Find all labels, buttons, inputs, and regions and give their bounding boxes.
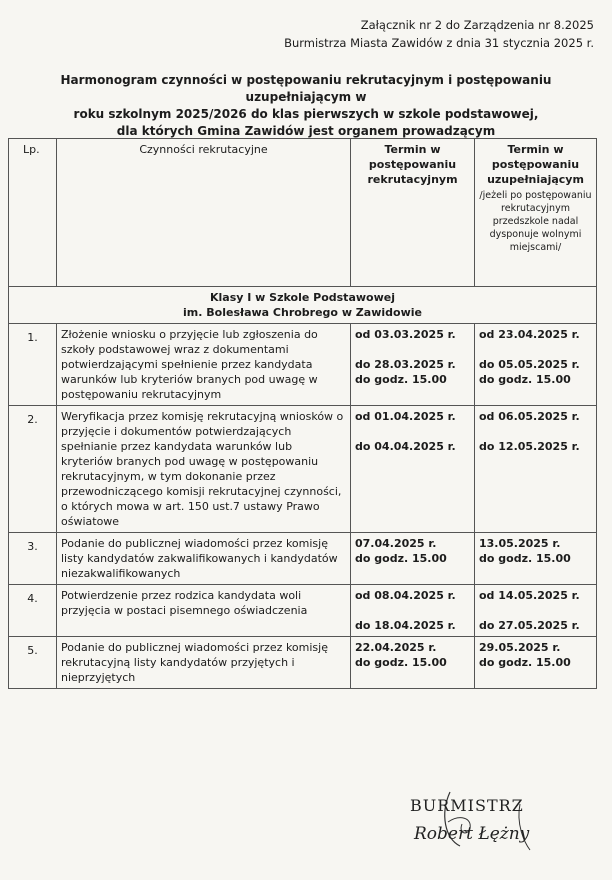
section-school (9, 287, 597, 324)
table-row (9, 637, 597, 689)
row-term-supplementary: 13.05.2025 r. do godz. 15.00 (475, 533, 597, 585)
row-lp: 2. (9, 406, 57, 533)
row-lp: 4. (9, 585, 57, 637)
attachment-header (284, 16, 594, 52)
table-row (9, 324, 597, 406)
attachment-line-2: Burmistrza Miasta Zawidów z dnia 31 stycznia 2025 r. (284, 36, 594, 50)
row-term-recruitment: od 08.04.2025 r. do 18.04.2025 r. (351, 585, 475, 637)
row-activity: Weryfikacja przez komisję rekrutacyjną wniosków o przyjęcie i dokumentów potwierdzających spełnianie przez kandydata warunków lub kryteriów branych pod uwagę w postępowaniu rekrutacyjnym, w tym dokonanie przez przewodniczącego komisji rekrutacyjnej czynności, o których mowa w art. 150 ust.7 ustawy Prawo oświatowe (57, 406, 351, 533)
header-term-recruitment: Termin w postępowaniu rekrutacyjnym (351, 139, 475, 287)
attachment-line-1: Załącznik nr 2 do Zarządzenia nr 8.2025 (360, 18, 594, 32)
section-line-2: im. Bolesława Chrobrego w Zawidowie (183, 306, 422, 319)
row-term-recruitment: 22.04.2025 r. do godz. 15.00 (351, 637, 475, 689)
row-lp: 3. (9, 533, 57, 585)
row-term-supplementary: od 23.04.2025 r. do 05.05.2025 r. do godz. 15.00 (475, 324, 597, 406)
mayor-signature (400, 784, 580, 854)
row-lp: 5. (9, 637, 57, 689)
document-title (8, 72, 604, 140)
title-line-3: dla których Gmina Zawidów jest organem prowadzącym (116, 124, 496, 138)
row-lp: 1. (9, 324, 57, 406)
section-row (9, 287, 597, 324)
title-line-1: Harmonogram czynności w postępowaniu rekrutacyjnym i postępowaniu uzupełniającym w (60, 73, 552, 104)
table-row (9, 533, 597, 585)
row-term-supplementary: 29.05.2025 r. do godz. 15.00 (475, 637, 597, 689)
table-row (9, 585, 597, 637)
header-term-supplementary-note: /jeżeli po postępowaniu rekrutacyjnym przedszkole nadal dysponuje wolnymi miejscami/ (479, 190, 592, 253)
header-term-supplementary-label: Termin w postępowaniu uzupełniającym (487, 143, 584, 186)
row-term-supplementary: od 06.05.2025 r. do 12.05.2025 r. (475, 406, 597, 533)
row-activity: Podanie do publicznej wiadomości przez komisję listy kandydatów zakwalifikowanych i kandydatów niezakwalifikowanych (57, 533, 351, 585)
row-activity: Podanie do publicznej wiadomości przez komisję rekrutacyjną listy kandydatów przyjętych i nieprzyjętych (57, 637, 351, 689)
row-term-recruitment: od 03.03.2025 r. do 28.03.2025 r. do godz. 15.00 (351, 324, 475, 406)
title-line-2: roku szkolnym 2025/2026 do klas pierwszych w szkole podstawowej, (73, 107, 539, 121)
header-term-supplementary (475, 139, 597, 287)
schedule-table (8, 138, 597, 689)
section-line-1: Klasy I w Szkole Podstawowej (210, 291, 395, 304)
row-activity: Złożenie wniosku o przyjęcie lub zgłoszenia do szkoły podstawowej wraz z dokumentami potwierdzającymi spełnienie przez kandydata warunków lub kryteriów branych pod uwagę w postępowaniu rekrutacyjnym (57, 324, 351, 406)
signature-name: Robert Łężny (414, 824, 530, 844)
signature-title: BURMISTRZ (410, 796, 524, 815)
header-lp: Lp. (9, 139, 57, 287)
header-activities: Czynności rekrutacyjne (57, 139, 351, 287)
row-term-supplementary: od 14.05.2025 r. do 27.05.2025 r. (475, 585, 597, 637)
table-header-row (9, 139, 597, 287)
table-row (9, 406, 597, 533)
row-term-recruitment: od 01.04.2025 r. do 04.04.2025 r. (351, 406, 475, 533)
row-activity: Potwierdzenie przez rodzica kandydata woli przyjęcia w postaci pisemnego oświadczenia (57, 585, 351, 637)
row-term-recruitment: 07.04.2025 r. do godz. 15.00 (351, 533, 475, 585)
